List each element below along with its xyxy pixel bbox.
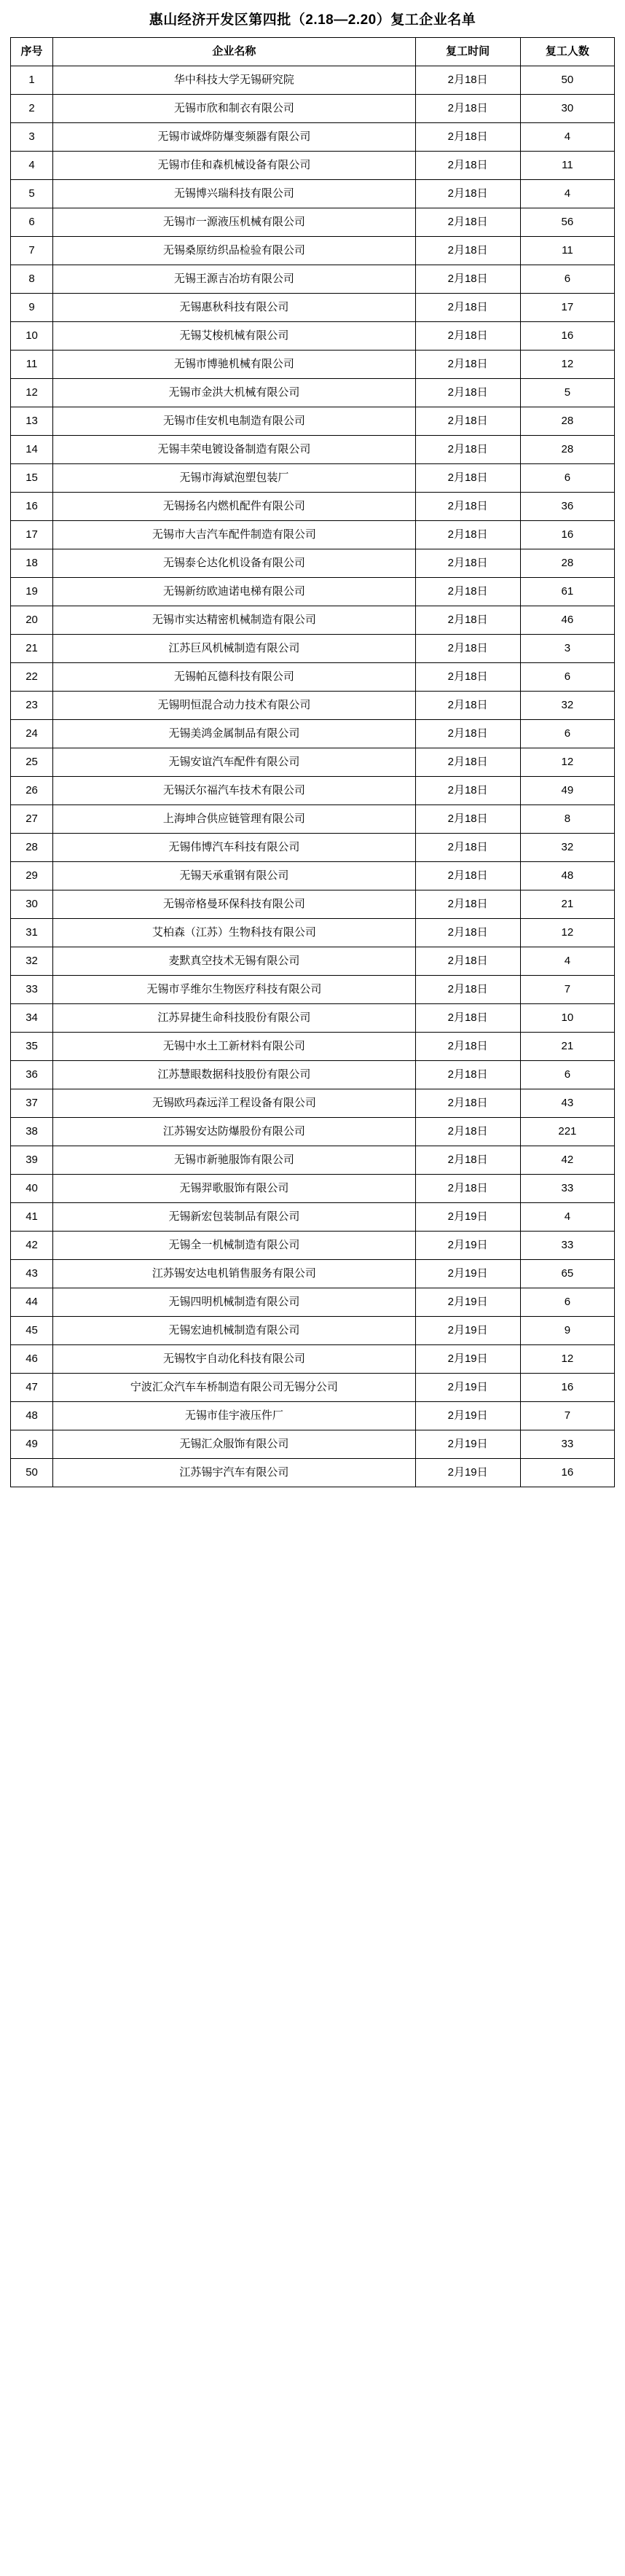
row-company-name: 无锡丰荣电镀设备制造有限公司 [53,435,415,463]
row-company-name: 江苏锡宇汽车有限公司 [53,1458,415,1487]
row-reopen-headcount: 50 [520,66,614,94]
row-company-name: 无锡汇众服饰有限公司 [53,1430,415,1458]
row-reopen-date: 2月19日 [415,1344,520,1373]
row-company-name: 无锡市博驰机械有限公司 [53,350,415,378]
row-reopen-headcount: 9 [520,1316,614,1344]
row-reopen-headcount: 3 [520,634,614,662]
column-header-reopen-date: 复工时间 [415,37,520,66]
row-company-name: 无锡中水土工新材料有限公司 [53,1032,415,1060]
row-index: 32 [11,947,53,975]
row-index: 38 [11,1117,53,1146]
row-index: 3 [11,122,53,151]
table-row [11,151,615,179]
row-index: 47 [11,1373,53,1401]
row-reopen-date: 2月19日 [415,1373,520,1401]
table-row [11,662,615,691]
row-reopen-headcount: 6 [520,1060,614,1089]
row-reopen-headcount: 11 [520,236,614,265]
table-row [11,918,615,947]
row-reopen-headcount: 32 [520,691,614,719]
table-row [11,350,615,378]
row-company-name: 无锡伟博汽车科技有限公司 [53,833,415,861]
row-reopen-headcount: 33 [520,1430,614,1458]
row-index: 40 [11,1174,53,1202]
row-index: 12 [11,378,53,407]
row-reopen-date: 2月18日 [415,776,520,804]
row-index: 19 [11,577,53,606]
reopened-companies-table [10,37,615,1487]
table-row [11,1430,615,1458]
row-index: 27 [11,804,53,833]
row-index: 5 [11,179,53,208]
row-index: 37 [11,1089,53,1117]
row-company-name: 无锡市孚维尔生物医疗科技有限公司 [53,975,415,1003]
row-company-name: 无锡泰仑达化机设备有限公司 [53,549,415,577]
row-reopen-date: 2月18日 [415,606,520,634]
row-reopen-date: 2月18日 [415,208,520,236]
row-index: 46 [11,1344,53,1373]
row-index: 20 [11,606,53,634]
row-index: 33 [11,975,53,1003]
row-reopen-headcount: 8 [520,804,614,833]
table-row [11,634,615,662]
row-reopen-date: 2月19日 [415,1458,520,1487]
row-company-name: 无锡全一机械制造有限公司 [53,1231,415,1259]
table-row [11,122,615,151]
row-company-name: 无锡市大吉汽车配件制造有限公司 [53,520,415,549]
row-index: 45 [11,1316,53,1344]
row-index: 10 [11,321,53,350]
row-reopen-headcount: 4 [520,179,614,208]
table-row [11,1458,615,1487]
table-row [11,435,615,463]
row-reopen-date: 2月18日 [415,1089,520,1117]
row-reopen-headcount: 21 [520,890,614,918]
table-row [11,1117,615,1146]
row-company-name: 无锡博兴瑞科技有限公司 [53,179,415,208]
row-index: 43 [11,1259,53,1288]
row-reopen-headcount: 65 [520,1259,614,1288]
row-reopen-headcount: 32 [520,833,614,861]
row-company-name: 无锡惠秋科技有限公司 [53,293,415,321]
row-company-name: 无锡市金洪大机械有限公司 [53,378,415,407]
row-reopen-date: 2月19日 [415,1401,520,1430]
table-row [11,1231,615,1259]
row-reopen-headcount: 43 [520,1089,614,1117]
row-index: 7 [11,236,53,265]
row-company-name: 无锡牧宇自动化科技有限公司 [53,1344,415,1373]
row-index: 26 [11,776,53,804]
row-reopen-date: 2月18日 [415,719,520,748]
row-reopen-headcount: 46 [520,606,614,634]
row-reopen-date: 2月19日 [415,1430,520,1458]
row-index: 21 [11,634,53,662]
row-reopen-date: 2月18日 [415,890,520,918]
table-header-row [11,37,615,66]
table-row [11,1032,615,1060]
row-company-name: 无锡市欣和制衣有限公司 [53,94,415,122]
row-index: 2 [11,94,53,122]
row-company-name: 华中科技大学无锡研究院 [53,66,415,94]
row-index: 48 [11,1401,53,1430]
row-company-name: 江苏慧眼数据科技股份有限公司 [53,1060,415,1089]
row-company-name: 无锡王源吉冶坊有限公司 [53,265,415,293]
row-reopen-headcount: 16 [520,520,614,549]
row-reopen-date: 2月18日 [415,1117,520,1146]
row-company-name: 江苏锡安达防爆股份有限公司 [53,1117,415,1146]
table-row [11,492,615,520]
table-row [11,293,615,321]
row-index: 22 [11,662,53,691]
row-reopen-date: 2月18日 [415,94,520,122]
row-index: 44 [11,1288,53,1316]
row-reopen-headcount: 221 [520,1117,614,1146]
table-row [11,606,615,634]
table-row [11,463,615,492]
row-company-name: 无锡市海斌泡塑包装厂 [53,463,415,492]
row-index: 25 [11,748,53,776]
row-company-name: 无锡市新驰服饰有限公司 [53,1146,415,1174]
row-index: 31 [11,918,53,947]
row-index: 39 [11,1146,53,1174]
row-company-name: 江苏巨风机械制造有限公司 [53,634,415,662]
column-header-company-name: 企业名称 [53,37,415,66]
table-row [11,321,615,350]
row-index: 16 [11,492,53,520]
row-reopen-date: 2月18日 [415,662,520,691]
row-reopen-headcount: 11 [520,151,614,179]
table-row [11,719,615,748]
row-reopen-date: 2月18日 [415,236,520,265]
row-reopen-date: 2月18日 [415,293,520,321]
row-reopen-date: 2月18日 [415,407,520,435]
row-reopen-headcount: 12 [520,1344,614,1373]
row-reopen-date: 2月18日 [415,947,520,975]
row-company-name: 江苏昇捷生命科技股份有限公司 [53,1003,415,1032]
row-company-name: 无锡美鸿金属制品有限公司 [53,719,415,748]
row-index: 14 [11,435,53,463]
row-reopen-date: 2月18日 [415,1003,520,1032]
table-row [11,1344,615,1373]
row-reopen-headcount: 49 [520,776,614,804]
row-reopen-headcount: 6 [520,719,614,748]
table-row [11,179,615,208]
row-reopen-date: 2月18日 [415,748,520,776]
row-index: 1 [11,66,53,94]
row-index: 4 [11,151,53,179]
row-reopen-date: 2月18日 [415,1060,520,1089]
row-index: 34 [11,1003,53,1032]
table-row [11,1174,615,1202]
row-reopen-headcount: 33 [520,1174,614,1202]
row-index: 36 [11,1060,53,1089]
row-reopen-date: 2月18日 [415,265,520,293]
row-reopen-date: 2月18日 [415,321,520,350]
row-reopen-date: 2月18日 [415,463,520,492]
row-reopen-date: 2月18日 [415,691,520,719]
row-reopen-headcount: 36 [520,492,614,520]
row-reopen-headcount: 6 [520,463,614,492]
row-reopen-date: 2月18日 [415,122,520,151]
row-reopen-headcount: 16 [520,1373,614,1401]
row-reopen-date: 2月18日 [415,435,520,463]
row-index: 18 [11,549,53,577]
row-reopen-date: 2月18日 [415,549,520,577]
row-reopen-headcount: 21 [520,1032,614,1060]
row-index: 30 [11,890,53,918]
row-reopen-headcount: 61 [520,577,614,606]
table-row [11,1259,615,1288]
row-company-name: 无锡市佳宇液压件厂 [53,1401,415,1430]
row-company-name: 无锡帕瓦德科技有限公司 [53,662,415,691]
table-row [11,577,615,606]
row-reopen-headcount: 12 [520,350,614,378]
row-index: 15 [11,463,53,492]
table-header [11,37,615,66]
row-company-name: 无锡宏迪机械制造有限公司 [53,1316,415,1344]
table-row [11,94,615,122]
row-index: 29 [11,861,53,890]
row-reopen-date: 2月18日 [415,804,520,833]
row-company-name: 无锡扬名内燃机配件有限公司 [53,492,415,520]
row-reopen-date: 2月18日 [415,151,520,179]
table-row [11,66,615,94]
row-company-name: 无锡帝格曼环保科技有限公司 [53,890,415,918]
row-reopen-headcount: 30 [520,94,614,122]
row-company-name: 无锡市诚烨防爆变频器有限公司 [53,122,415,151]
table-row [11,890,615,918]
table-row [11,1003,615,1032]
table-row [11,407,615,435]
row-reopen-headcount: 7 [520,1401,614,1430]
row-index: 8 [11,265,53,293]
table-row [11,804,615,833]
row-reopen-headcount: 7 [520,975,614,1003]
row-reopen-headcount: 48 [520,861,614,890]
row-reopen-date: 2月18日 [415,1174,520,1202]
row-index: 23 [11,691,53,719]
row-reopen-headcount: 4 [520,1202,614,1231]
table-row [11,520,615,549]
column-header-reopen-headcount: 复工人数 [520,37,614,66]
row-reopen-headcount: 28 [520,435,614,463]
row-index: 42 [11,1231,53,1259]
table-row [11,776,615,804]
row-reopen-headcount: 6 [520,1288,614,1316]
row-company-name: 无锡桑原纺织品检验有限公司 [53,236,415,265]
row-reopen-date: 2月18日 [415,577,520,606]
row-index: 28 [11,833,53,861]
row-company-name: 无锡新宏包装制品有限公司 [53,1202,415,1231]
table-row [11,1202,615,1231]
row-company-name: 艾柏森（江苏）生物科技有限公司 [53,918,415,947]
row-index: 24 [11,719,53,748]
row-reopen-date: 2月18日 [415,179,520,208]
row-company-name: 宁波汇众汽车车桥制造有限公司无锡分公司 [53,1373,415,1401]
table-row [11,208,615,236]
row-company-name: 无锡四明机械制造有限公司 [53,1288,415,1316]
table-row [11,1089,615,1117]
row-reopen-date: 2月18日 [415,975,520,1003]
row-reopen-date: 2月19日 [415,1259,520,1288]
column-header-index: 序号 [11,37,53,66]
row-reopen-date: 2月18日 [415,1032,520,1060]
table-row [11,1373,615,1401]
row-reopen-headcount: 28 [520,549,614,577]
table-row [11,691,615,719]
row-reopen-headcount: 10 [520,1003,614,1032]
row-reopen-headcount: 4 [520,947,614,975]
row-reopen-date: 2月18日 [415,66,520,94]
row-company-name: 无锡市一源液压机械有限公司 [53,208,415,236]
table-row [11,975,615,1003]
table-row [11,265,615,293]
row-reopen-headcount: 56 [520,208,614,236]
row-reopen-headcount: 17 [520,293,614,321]
row-company-name: 麦默真空技术无锡有限公司 [53,947,415,975]
row-company-name: 无锡市佳安机电制造有限公司 [53,407,415,435]
row-reopen-date: 2月18日 [415,1146,520,1174]
row-reopen-headcount: 28 [520,407,614,435]
table-row [11,236,615,265]
table-row [11,947,615,975]
row-reopen-headcount: 33 [520,1231,614,1259]
row-company-name: 无锡市佳和森机械设备有限公司 [53,151,415,179]
row-reopen-date: 2月19日 [415,1231,520,1259]
table-row [11,1401,615,1430]
table-row [11,748,615,776]
row-company-name: 无锡沃尔福汽车技术有限公司 [53,776,415,804]
row-reopen-date: 2月18日 [415,634,520,662]
row-reopen-date: 2月19日 [415,1316,520,1344]
row-reopen-headcount: 4 [520,122,614,151]
table-row [11,1146,615,1174]
table-row [11,549,615,577]
row-company-name: 无锡市实达精密机械制造有限公司 [53,606,415,634]
row-index: 49 [11,1430,53,1458]
row-reopen-date: 2月18日 [415,350,520,378]
row-reopen-headcount: 12 [520,748,614,776]
row-reopen-headcount: 16 [520,321,614,350]
table-row [11,1316,615,1344]
row-index: 9 [11,293,53,321]
row-reopen-headcount: 16 [520,1458,614,1487]
row-index: 6 [11,208,53,236]
row-company-name: 无锡羿歌服饰有限公司 [53,1174,415,1202]
row-index: 50 [11,1458,53,1487]
row-reopen-date: 2月19日 [415,1288,520,1316]
row-index: 35 [11,1032,53,1060]
table-row [11,861,615,890]
row-index: 11 [11,350,53,378]
page-title: 惠山经济开发区第四批（2.18—2.20）复工企业名单 [149,12,476,28]
row-company-name: 无锡安谊汽车配件有限公司 [53,748,415,776]
row-company-name: 无锡天承重钢有限公司 [53,861,415,890]
row-reopen-date: 2月18日 [415,378,520,407]
row-index: 13 [11,407,53,435]
row-company-name: 无锡欧玛森远洋工程设备有限公司 [53,1089,415,1117]
row-reopen-headcount: 6 [520,662,614,691]
row-index: 41 [11,1202,53,1231]
row-reopen-date: 2月19日 [415,1202,520,1231]
row-company-name: 无锡艾梭机械有限公司 [53,321,415,350]
row-company-name: 无锡新纺欧迪诺电梯有限公司 [53,577,415,606]
table-row [11,1288,615,1316]
row-company-name: 上海坤合供应链管理有限公司 [53,804,415,833]
row-reopen-headcount: 6 [520,265,614,293]
table-row [11,1060,615,1089]
row-reopen-headcount: 5 [520,378,614,407]
table-body [11,66,615,1487]
table-row [11,378,615,407]
row-reopen-headcount: 12 [520,918,614,947]
row-reopen-headcount: 42 [520,1146,614,1174]
row-reopen-date: 2月18日 [415,492,520,520]
row-reopen-date: 2月18日 [415,918,520,947]
row-reopen-date: 2月18日 [415,520,520,549]
row-company-name: 无锡明恒混合动力技术有限公司 [53,691,415,719]
table-row [11,833,615,861]
row-reopen-date: 2月18日 [415,861,520,890]
row-index: 17 [11,520,53,549]
row-reopen-date: 2月18日 [415,833,520,861]
row-company-name: 江苏锡安达电机销售服务有限公司 [53,1259,415,1288]
